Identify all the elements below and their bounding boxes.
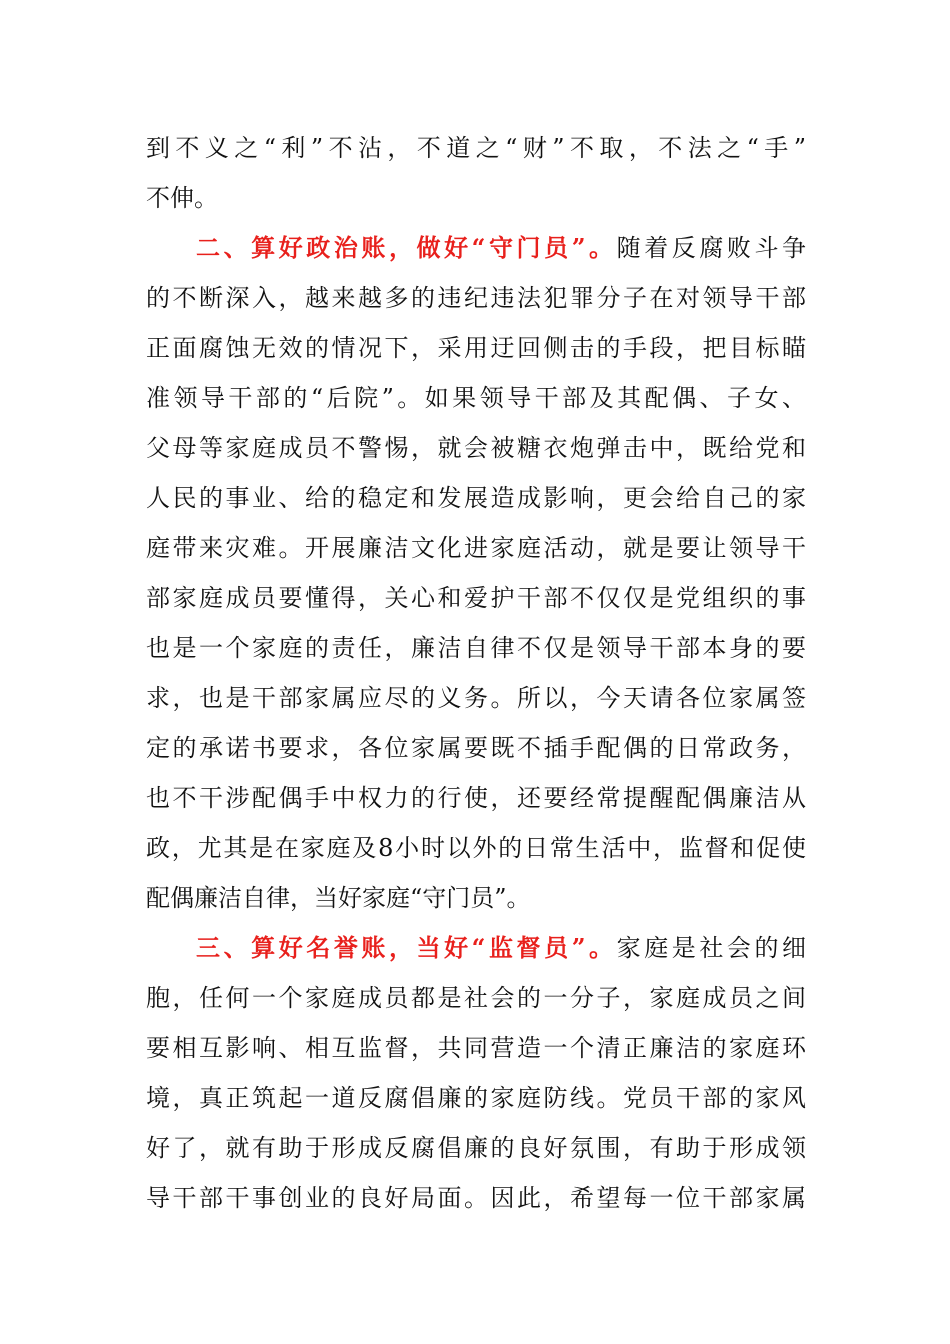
section-2-heading: 二、算好政治账，做好“守门员”。: [196, 233, 617, 262]
paragraph-line: 不伸。: [146, 184, 218, 212]
paragraph-line: 求，也是干部家属应尽的义务。所以，今天请各位家属签: [146, 684, 806, 712]
paragraph-line: 胞，任何一个家庭成员都是社会的一分子，家庭成员之间: [146, 984, 806, 1012]
paragraph-line: 导干部干事创业的良好局面。因此，希望每一位干部家属: [146, 1184, 806, 1212]
section-2-first-line: [196, 228, 806, 268]
paragraph-line: 正面腐蚀无效的情况下，采用迂回侧击的手段，把目标瞄: [146, 334, 806, 362]
section-3-lead-text: 家庭是社会的细: [616, 934, 807, 962]
paragraph-line: 准领导干部的“后院”。如果领导干部及其配偶、子女、: [146, 384, 806, 412]
section-3-first-line: [196, 928, 806, 968]
paragraph-line: 的不断深入，越来越多的违纪违法犯罪分子在对领导干部: [146, 284, 806, 312]
paragraph-line: 也是一个家庭的责任，廉洁自律不仅是领导干部本身的要: [146, 634, 806, 662]
paragraph-line: 境，真正筑起一道反腐倡廉的家庭防线。党员干部的家风: [146, 1084, 806, 1112]
paragraph-line: 父母等家庭成员不警惕，就会被糖衣炮弹击中，既给党和: [146, 434, 806, 462]
paragraph-line: 人民的事业、给的稳定和发展造成影响，更会给自己的家: [146, 484, 806, 512]
section-2-lead-text: 随着反腐败斗争: [616, 234, 807, 262]
paragraph-line: 部家庭成员要懂得，关心和爱护干部不仅仅是党组织的事: [146, 584, 806, 612]
paragraph-line: 政，尤其是在家庭及8小时以外的日常生活中，监督和促使: [146, 834, 806, 862]
paragraph-line: 配偶廉洁自律，当好家庭“守门员”。: [146, 884, 531, 912]
paragraph-line: 也不干涉配偶手中权力的行使，还要经常提醒配偶廉洁从: [146, 784, 806, 812]
paragraph-line: 到不义之“利”不沾，不道之“财”不取，不法之“手”: [146, 134, 806, 162]
paragraph-line: 好了，就有助于形成反腐倡廉的良好氛围，有助于形成领: [146, 1134, 806, 1162]
paragraph-line: 要相互影响、相互监督，共同营造一个清正廉洁的家庭环: [146, 1034, 806, 1062]
section-3-heading: 三、算好名誉账，当好“监督员”。: [196, 933, 617, 962]
paragraph-line: 庭带来灾难。开展廉洁文化进家庭活动，就是要让领导干: [146, 534, 806, 562]
paragraph-line: 定的承诺书要求，各位家属要既不插手配偶的日常政务，: [146, 734, 806, 762]
